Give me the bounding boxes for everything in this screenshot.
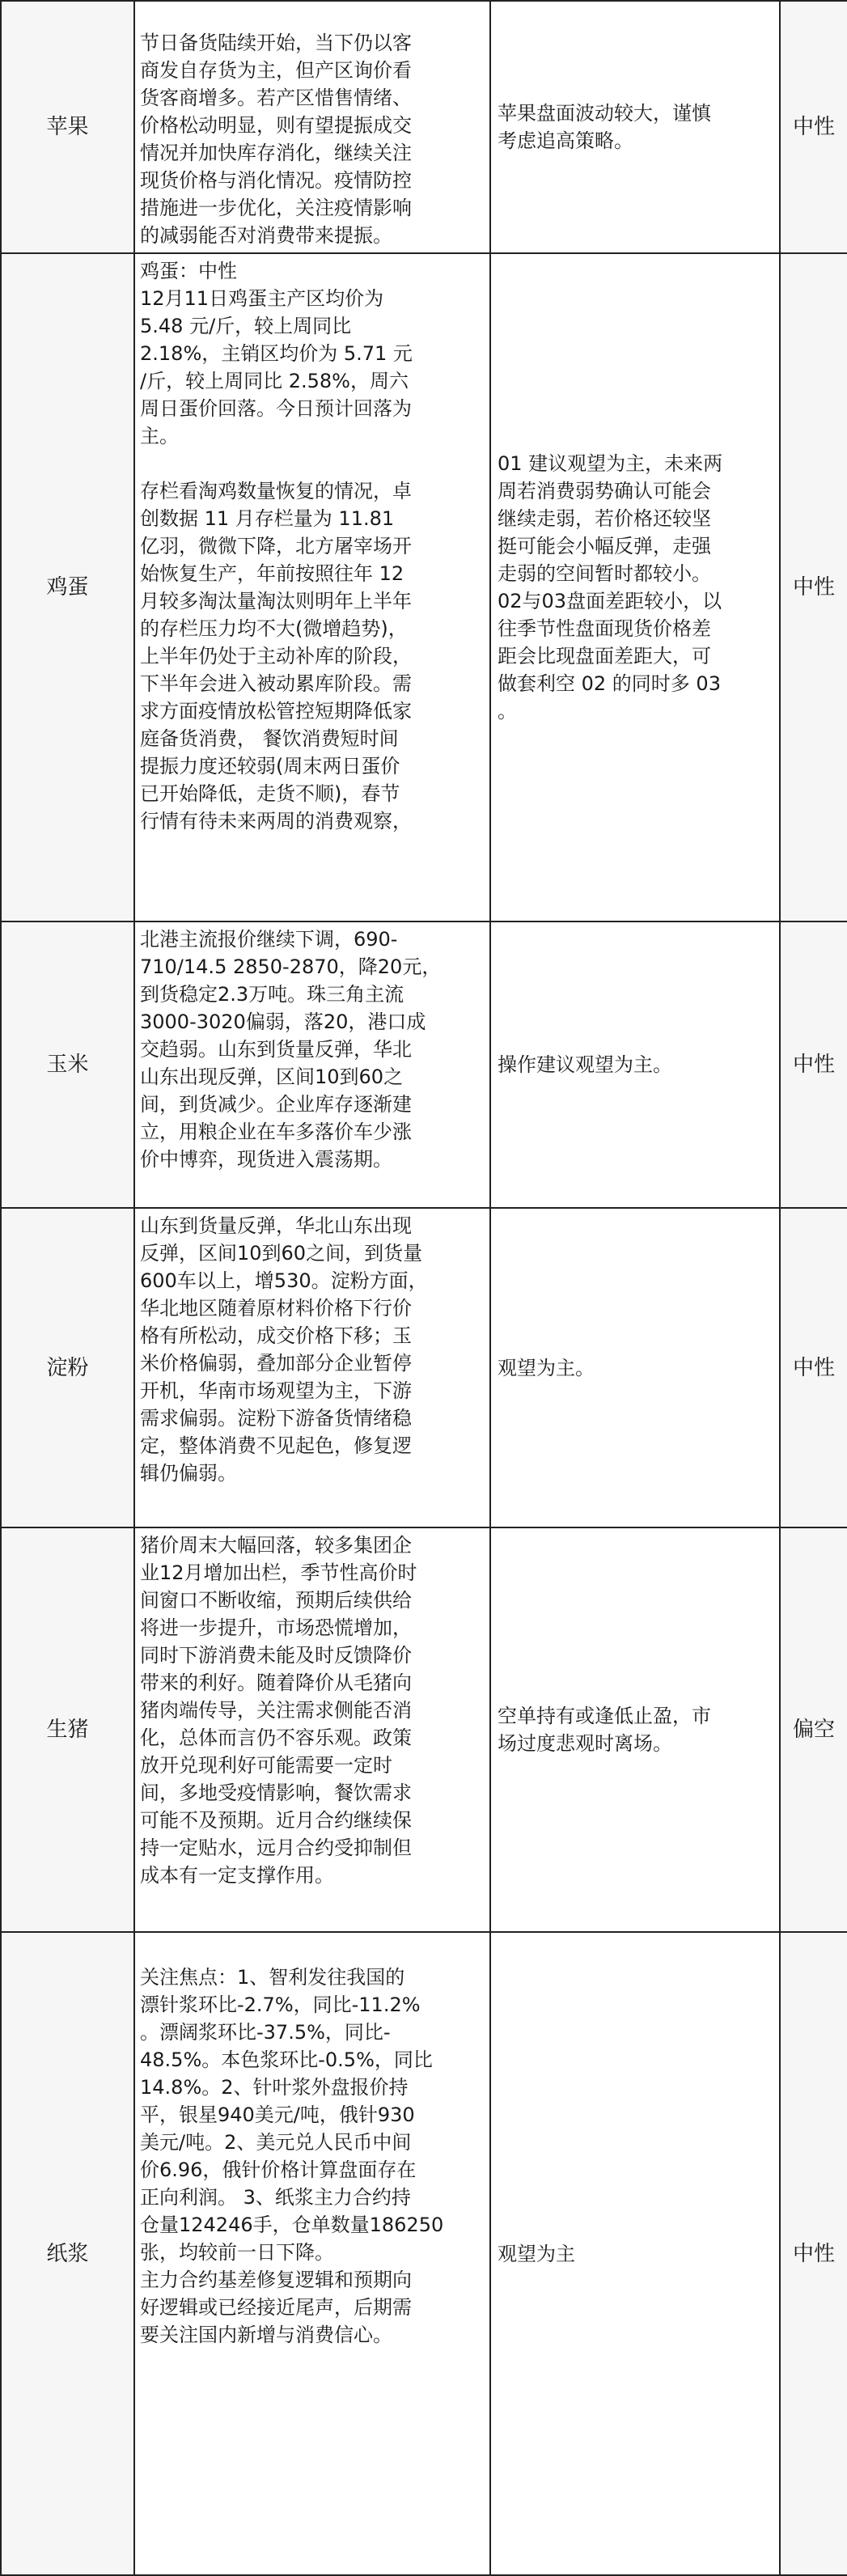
outlook-badge: 偏空	[780, 1527, 847, 1932]
analysis-line: 价中博弈，现货进入震荡期。	[140, 1148, 392, 1171]
strategy-line: 02与03盘面差距较小，以	[498, 590, 722, 612]
outlook-badge: 中性	[780, 1932, 847, 2575]
analysis-line: 3000-3020偏弱，落20，港口成	[140, 1010, 426, 1033]
analysis-line: 猪肉端传导，关注需求侧能否消	[140, 1699, 412, 1722]
analysis-line: 需求偏弱。淀粉下游备货情绪稳	[140, 1407, 412, 1430]
market-analysis	[134, 1932, 490, 2575]
analysis-line: 开机，华南市场观望为主，下游	[140, 1379, 412, 1402]
table-row	[1, 253, 847, 922]
strategy-suggestion	[490, 922, 780, 1208]
analysis-line: 600车以上，增530。淀粉方面，	[140, 1269, 428, 1292]
outlook-badge: 中性	[780, 1, 847, 253]
analysis-line: /斤，较上周同比 2.58%，周六	[140, 370, 409, 392]
strategy-line: 观望为主。	[498, 1356, 595, 1379]
analysis-line: 货客商增多。若产区惜售情绪、	[140, 87, 412, 109]
analysis-line: 提振力度还较弱(周末两日蛋价	[140, 755, 400, 777]
strategy-line: 场过度悲观时离场。	[498, 1732, 672, 1755]
analysis-line: 美元/吨。2、美元兑人民币中间	[140, 2131, 412, 2154]
analysis-line: 正向利润。 3、纸浆主力合约持	[140, 2186, 411, 2209]
strategy-line: 往季节性盘面现货价格差	[498, 617, 711, 640]
strategy-suggestion	[490, 253, 780, 922]
analysis-line: 立，用粮企业在车多落价车少涨	[140, 1121, 412, 1143]
analysis-line: 710/14.5 2850-2870，降20元，	[140, 955, 442, 978]
commodity-name: 苹果	[1, 1, 134, 253]
analysis-line: 米价格偏弱，叠加部分企业暂停	[140, 1352, 412, 1375]
analysis-line: 鸡蛋：中性	[140, 260, 237, 282]
analysis-line: 格有所松动，成交价格下移；玉	[140, 1324, 412, 1347]
analysis-line: 的存栏压力均不大(微增趋势)，	[140, 617, 408, 640]
strategy-line: 周若消费弱势确认可能会	[498, 480, 711, 502]
analysis-line: 同时下游消费未能及时反馈降价	[140, 1644, 412, 1667]
market-analysis	[134, 1208, 490, 1527]
analysis-line: 节日备货陆续开始，当下仍以客	[140, 32, 412, 54]
analysis-line	[140, 1936, 485, 1964]
analysis-line: 成本有一定支撑作用。	[140, 1864, 334, 1887]
commodity-name: 淀粉	[1, 1208, 134, 1527]
table-row	[1, 1, 847, 253]
analysis-line: 主力合约基差修复逻辑和预期向	[140, 2269, 412, 2291]
analysis-line: 仓量124246手，仓单数量186250	[140, 2214, 444, 2236]
analysis-line: 措施进一步优化，关注疫情影响	[140, 197, 412, 219]
analysis-line: 关注焦点：1、智利发往我国的	[140, 1966, 405, 1989]
analysis-line: 求方面疫情放松管控短期降低家	[140, 700, 412, 722]
outlook-badge: 中性	[780, 253, 847, 922]
strategy-line: 观望为主	[498, 2242, 575, 2265]
market-analysis	[134, 1, 490, 253]
strategy-line: 。	[498, 700, 517, 722]
commodity-name: 玉米	[1, 922, 134, 1208]
market-analysis	[134, 922, 490, 1208]
table-row	[1, 1208, 847, 1527]
analysis-line: 漂针浆环比-2.7%，同比-11.2%	[140, 1993, 421, 2016]
strategy-line: 苹果盘面波动较大，谨慎	[498, 102, 711, 125]
analysis-line: 好逻辑或已经接近尾声，后期需	[140, 2296, 412, 2319]
analysis-line: 亿羽，微微下降，北方屠宰场开	[140, 535, 412, 557]
analysis-line: 将进一步提升，市场恐慌增加，	[140, 1616, 412, 1639]
strategy-suggestion	[490, 1208, 780, 1527]
analysis-line: 5.48 元/斤，较上周同比	[140, 315, 352, 337]
analysis-line: 月较多淘汰量淘汰则明年上半年	[140, 590, 412, 612]
analysis-line: 山东到货量反弹，华北山东出现	[140, 1214, 412, 1237]
strategy-suggestion	[490, 1, 780, 253]
strategy-line: 做套利空 02 的同时多 03	[498, 672, 721, 695]
strategy-line: 挺可能会小幅反弹，走强	[498, 535, 711, 557]
analysis-line: 价6.96，俄针价格计算盘面存在	[140, 2159, 417, 2181]
analysis-line: 的减弱能否对消费带来提振。	[140, 224, 392, 247]
analysis-line: 2.18%，主销区均价为 5.71 元	[140, 342, 413, 365]
strategy-line: 01 建议观望为主，未来两	[498, 452, 723, 475]
analysis-line: 山东出现反弹，区间10到60之	[140, 1066, 404, 1088]
analysis-line: 已开始降低，走货不顺)，春节	[140, 782, 400, 805]
analysis-line: 主。	[140, 425, 179, 447]
analysis-line: 交趋弱。山东到货量反弹，华北	[140, 1038, 412, 1061]
table-row	[1, 1527, 847, 1932]
analysis-line: 。漂阔浆环比-37.5%，同比-	[140, 2021, 391, 2044]
analysis-line: 间，多地受疫情影响，餐饮需求	[140, 1782, 412, 1804]
commodity-name: 纸浆	[1, 1932, 134, 2575]
analysis-line: 持一定贴水，远月合约受抑制但	[140, 1837, 412, 1859]
strategy-line: 走弱的空间暂时都较小。	[498, 562, 711, 585]
analysis-line: 业12月增加出栏，季节性高价时	[140, 1561, 417, 1584]
analysis-line: 14.8%。2、针叶浆外盘报价持	[140, 2076, 409, 2099]
analysis-line: 周日蛋价回落。今日预计回落为	[140, 397, 412, 420]
analysis-line: 带来的利好。随着降价从毛猪向	[140, 1671, 412, 1694]
analysis-line: 可能不及预期。近月合约继续保	[140, 1809, 412, 1832]
commodity-name: 鸡蛋	[1, 253, 134, 922]
analysis-line: 12月11日鸡蛋主产区均价为	[140, 287, 384, 310]
market-analysis	[134, 1527, 490, 1932]
market-analysis	[134, 253, 490, 922]
analysis-line: 情况并加快库存消化，继续关注	[140, 142, 412, 164]
strategy-suggestion	[490, 1932, 780, 2575]
analysis-line: 定，整体消费不见起色，修复逻	[140, 1434, 412, 1457]
strategy-line: 距会比现盘面差距大，可	[498, 645, 711, 667]
analysis-line: 现货价格与消化情况。疫情防控	[140, 169, 412, 192]
analysis-line	[140, 450, 485, 477]
analysis-line: 化，总体而言仍不容乐观。政策	[140, 1727, 412, 1749]
strategy-suggestion	[490, 1527, 780, 1932]
analysis-line: 创数据 11 月存栏量为 11.81	[140, 507, 395, 530]
analysis-line: 间，到货减少。企业库存逐渐建	[140, 1093, 412, 1116]
outlook-badge: 中性	[780, 922, 847, 1208]
analysis-line: 猪价周末大幅回落，较多集团企	[140, 1534, 412, 1557]
outlook-badge: 中性	[780, 1208, 847, 1527]
analysis-line: 庭备货消费， 餐饮消费短时间	[140, 727, 399, 750]
analysis-line: 要关注国内新增与消费信心。	[140, 2324, 392, 2346]
analysis-line: 反弹，区间10到60之间，到货量	[140, 1242, 423, 1265]
analysis-line: 北港主流报价继续下调，690-	[140, 928, 398, 951]
commodity-name: 生猪	[1, 1527, 134, 1932]
analysis-line: 上半年仍处于主动补库的阶段，	[140, 645, 412, 667]
analysis-line: 存栏看淘鸡数量恢复的情况，卓	[140, 480, 412, 502]
analysis-line: 商发自存货为主，但产区询价看	[140, 59, 412, 82]
analysis-line: 华北地区随着原材料价格下行价	[140, 1297, 412, 1320]
analysis-line: 下半年会进入被动累库阶段。需	[140, 672, 412, 695]
analysis-line: 48.5%。本色浆环比-0.5%，同比	[140, 2049, 433, 2071]
analysis-line: 辑仍偏弱。	[140, 1462, 237, 1485]
analysis-line: 行情有待未来两周的消费观察，	[140, 810, 412, 833]
strategy-line: 操作建议观望为主。	[498, 1053, 672, 1076]
table-row	[1, 1932, 847, 2575]
analysis-line: 平，银星940美元/吨，俄针930	[140, 2104, 415, 2126]
analysis-line: 始恢复生产，年前按照往年 12	[140, 562, 404, 585]
strategy-line: 继续走弱，若价格还较坚	[498, 507, 711, 530]
analysis-line: 张，均较前一日下降。	[140, 2241, 334, 2264]
analysis-line: 到货稳定2.3万吨。珠三角主流	[140, 983, 404, 1006]
strategy-line: 考虑追高策略。	[498, 129, 633, 152]
analysis-line: 价格松动明显，则有望提振成交	[140, 114, 412, 137]
analysis-line: 放开兑现利好可能需要一定时	[140, 1754, 392, 1777]
strategy-line: 空单持有或逢低止盈，市	[498, 1705, 711, 1727]
analysis-line: 间窗口不断收缩，预期后续供给	[140, 1589, 412, 1612]
table-row	[1, 922, 847, 1208]
